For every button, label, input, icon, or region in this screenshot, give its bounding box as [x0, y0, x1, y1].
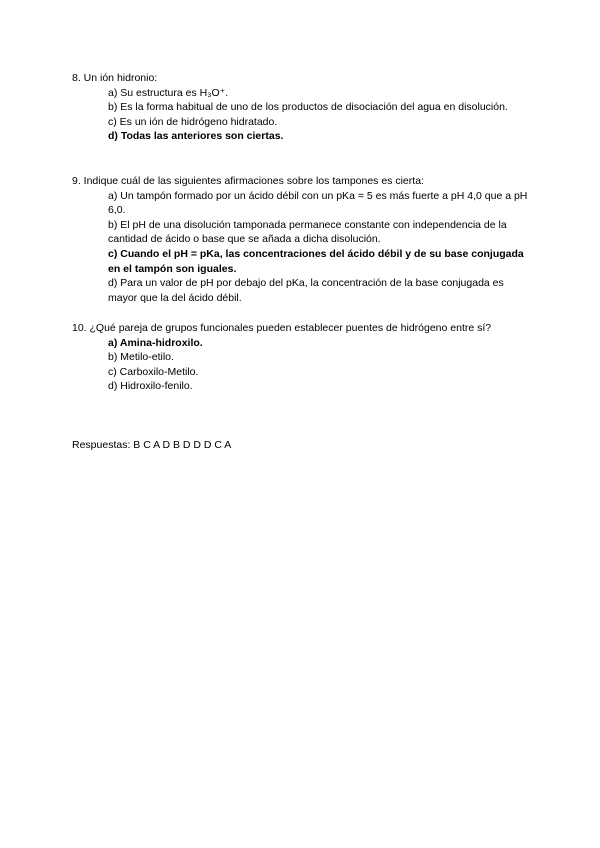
question-9-option-d: d) Para un valor de pH por debajo del pKa, la concentración de la base conjugada es mayor que la del ácido débil. [108, 277, 504, 304]
question-10-option-d: d) Hidroxilo-fenilo. [108, 380, 193, 393]
question-10-option-c: c) Carboxilo-Metilo. [108, 365, 199, 378]
answer-key: Respuestas: B C A D B D D D C A [72, 439, 232, 451]
question-8 [72, 71, 532, 144]
question-9-option-c: c) Cuando el pH = pKa, las concentraciones del ácido débil y de su base conjugada en el tampón son iguales. [108, 247, 524, 275]
question-10-stem: 10. ¿Qué pareja de grupos funcionales pueden establecer puentes de hidrógeno entre sí? [72, 322, 492, 334]
question-9 [72, 174, 532, 305]
question-8-option-b: b) Es la forma habitual de uno de los productos de disociación del agua en disolución. [108, 101, 508, 114]
question-8-stem: 8. Un ión hidronio: [72, 72, 158, 84]
question-10-option-b: b) Metilo-etilo. [108, 351, 174, 364]
question-9-option-b: b) El pH de una disolución tamponada permanece constante con independencia de la cantidad de ácido o base que se añada a dicha disolución. [108, 218, 507, 246]
question-8-option-d: d) Todas las anteriores son ciertas. [108, 130, 284, 143]
question-10 [72, 321, 532, 394]
question-8-option-a: a) Su estructura es H₃O⁺. [108, 86, 229, 99]
question-8-option-c: c) Es un ión de hidrógeno hidratado. [108, 115, 278, 128]
question-9-option-a: a) Un tampón formado por un ácido débil con un pKa = 5 es más fuerte a pH 4,0 que a pH 6,0. [108, 189, 528, 217]
question-10-option-a: a) Amina-hidroxilo. [108, 336, 203, 349]
question-9-stem: 9. Indique cuál de las siguientes afirmaciones sobre los tampones es cierta: [72, 175, 424, 187]
